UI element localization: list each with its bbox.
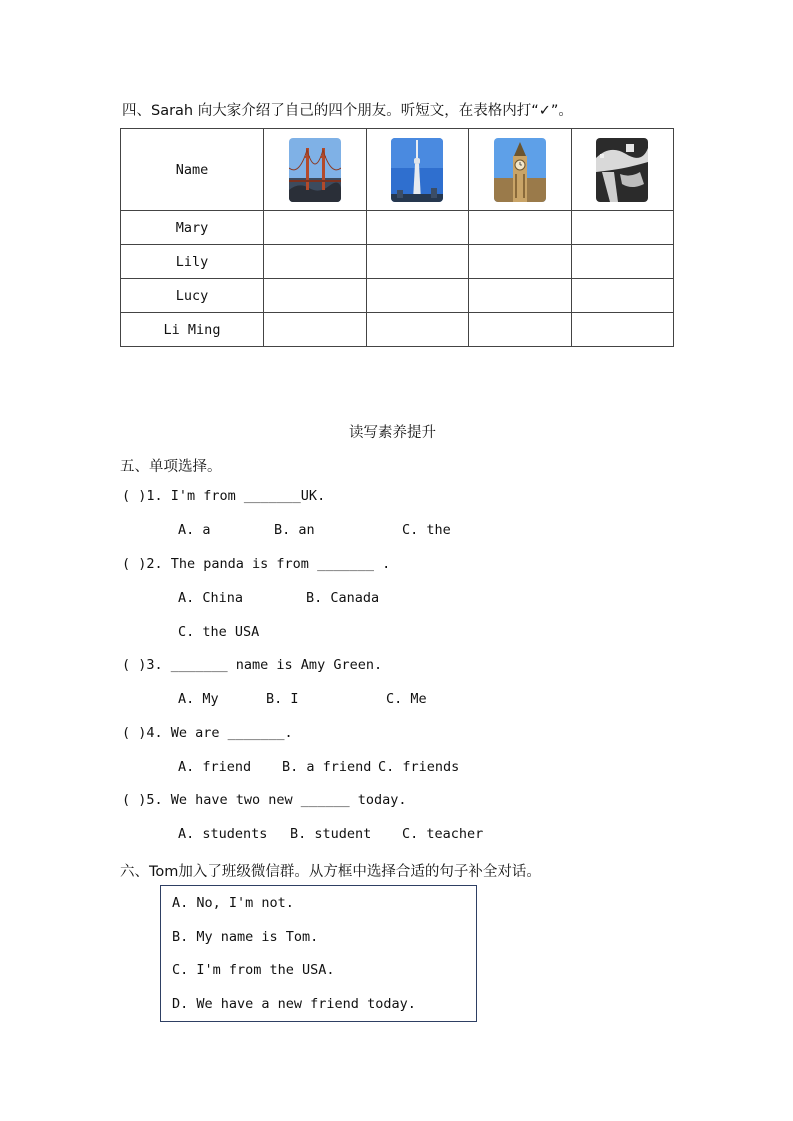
q1-option-a: A. a [178,522,211,538]
q2-option-b: B. Canada [306,590,380,606]
q5-option-a: A. students [178,826,268,842]
q3-option-b: B. I [266,691,299,707]
q5-option-b: B. student [290,826,372,842]
header-cell-3 [469,129,572,211]
q2-option-c: C. the USA [178,624,260,640]
cn-tower-picture [391,138,443,202]
question-3-stem: ( )3. _______ name is Amy Green. [122,657,383,673]
question-2-stem: ( )2. The panda is from _______ . [122,556,391,572]
golden-gate-bridge-picture [289,138,341,202]
box-option-d: D. We have a new friend today. [172,996,416,1012]
answer-cell[interactable] [469,313,572,347]
table-row [121,313,674,347]
section-4-heading: 四、Sarah 向大家介绍了自己的四个朋友。听短文，在表格内打“✓”。 [122,103,573,119]
answer-cell[interactable] [469,279,572,313]
header-cell-2 [366,129,469,211]
answer-cell[interactable] [366,211,469,245]
answer-cell[interactable] [366,279,469,313]
q4-option-b: B. a friend [282,759,372,775]
box-option-b: B. My name is Tom. [172,929,319,945]
answer-cell[interactable] [571,313,674,347]
answer-cell[interactable] [366,245,469,279]
table-row [121,211,674,245]
table-row [121,245,674,279]
answer-cell[interactable] [571,211,674,245]
header-cell-4 [571,129,674,211]
question-4-stem: ( )4. We are _______. [122,725,293,741]
answer-cell[interactable] [264,313,367,347]
big-ben-picture [494,138,546,202]
box-option-c: C. I'm from the USA. [172,962,335,978]
row-name: Lily [121,245,264,279]
listening-table [120,128,674,347]
subtitle: 读写素养提升 [349,425,436,441]
section-6-heading: 六、Tom加入了班级微信群。从方框中选择合适的句子补全对话。 [120,864,541,880]
great-wall-picture [596,138,648,202]
table-header-row [121,129,674,211]
q5-option-c: C. teacher [402,826,484,842]
answer-cell[interactable] [264,211,367,245]
answer-cell[interactable] [264,245,367,279]
box-option-a: A. No, I'm not. [172,895,294,911]
row-name: Lucy [121,279,264,313]
row-name: Mary [121,211,264,245]
q2-option-a: A. China [178,590,244,606]
q3-option-a: A. My [178,691,219,707]
answer-cell[interactable] [571,279,674,313]
question-5-stem: ( )5. We have two new ______ today. [122,792,407,808]
q1-option-c: C. the [402,522,451,538]
answer-cell[interactable] [366,313,469,347]
answer-cell[interactable] [571,245,674,279]
answer-cell[interactable] [469,211,572,245]
q1-option-b: B. an [274,522,315,538]
q4-option-a: A. friend [178,759,252,775]
q3-option-c: C. Me [386,691,427,707]
answer-cell[interactable] [469,245,572,279]
name-header: Name [121,129,264,211]
question-1-stem: ( )1. I'm from _______UK. [122,488,326,504]
row-name: Li Ming [121,313,264,347]
section-5-heading: 五、单项选择。 [120,459,222,475]
answer-cell[interactable] [264,279,367,313]
sentence-choice-box [160,885,477,1022]
q4-option-c: C. friends [378,759,460,775]
header-cell-1 [264,129,367,211]
table-row [121,279,674,313]
